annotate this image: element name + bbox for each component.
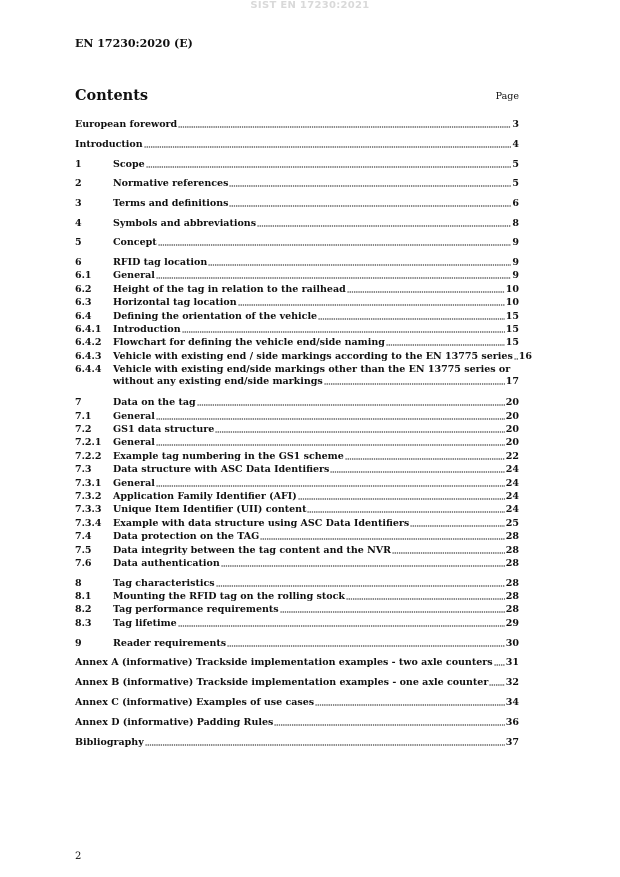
toc-entry-title: Tag lifetime: [113, 618, 177, 629]
toc-entry-number: 7: [75, 397, 82, 408]
toc-entry-title: Example tag numbering in the GS1 scheme: [113, 451, 344, 462]
toc-entry-page: 16: [518, 351, 533, 362]
toc-entry-title: Concept: [113, 237, 157, 248]
toc-entry-page: 5: [512, 178, 519, 189]
toc-entry-page: 34: [505, 697, 519, 708]
dot-leader: [330, 471, 504, 473]
dot-leader: [386, 344, 505, 346]
toc-entry-page: 15: [505, 324, 519, 335]
toc-entry-page: 20: [505, 424, 519, 435]
dot-leader: [274, 724, 504, 726]
dot-leader: [318, 318, 505, 320]
dot-leader: [324, 383, 505, 385]
toc-entry-page: 31: [505, 657, 519, 668]
dot-leader: [238, 304, 505, 306]
toc-entry-number: 7.2.2: [75, 451, 102, 462]
toc-entry-page: 9: [512, 270, 519, 281]
dot-leader: [410, 525, 505, 527]
toc-entry-page: 24: [505, 491, 519, 502]
toc-entry-number: 7.3.4: [75, 518, 102, 529]
toc-entry-page: 3: [512, 119, 519, 130]
toc-entry-page: 24: [505, 478, 519, 489]
toc-entry-title: General: [113, 411, 155, 422]
dot-leader: [146, 166, 512, 168]
toc-entry-number: 5: [75, 237, 82, 248]
toc-entry[interactable]: [75, 558, 519, 570]
dot-leader: [345, 458, 505, 460]
toc-entry[interactable]: [75, 198, 519, 210]
dot-leader: [346, 598, 505, 600]
toc-entry[interactable]: [75, 257, 519, 269]
dot-leader: [216, 585, 505, 587]
toc-entry-page: 6: [512, 198, 519, 209]
toc-entry-page: 15: [505, 311, 519, 322]
toc-entry-page: 22: [505, 451, 519, 462]
toc-entry-page: 36: [505, 717, 519, 728]
toc-entry[interactable]: [75, 270, 519, 282]
toc-entry-title: Vehicle with existing end/side markings other than the EN 13775 series or: [113, 364, 511, 375]
toc-entry-number: 4: [75, 218, 82, 229]
page-number: 2: [75, 851, 82, 862]
toc-entry[interactable]: [75, 218, 519, 230]
toc-entry-page: 28: [505, 578, 519, 589]
dot-leader: [257, 225, 511, 227]
toc-entry-number: 7.3.2: [75, 491, 102, 502]
dot-leader: [229, 185, 511, 187]
toc-entry-title: Example with data structure using ASC Data Identifiers: [113, 518, 410, 529]
toc-entry[interactable]: [75, 284, 519, 296]
toc-entry[interactable]: [75, 237, 519, 249]
toc-entry[interactable]: [75, 451, 519, 463]
toc-entry-number: 8.2: [75, 604, 92, 615]
toc-entry-page: 28: [505, 545, 519, 556]
dot-leader: [307, 511, 504, 513]
toc-entry-number: 7.6: [75, 558, 92, 569]
toc-entry-page: 15: [505, 337, 519, 348]
toc-entry[interactable]: [75, 604, 519, 616]
toc-entry-number: 6.4: [75, 311, 92, 322]
toc-entry-page: 28: [505, 591, 519, 602]
toc-entry[interactable]: [75, 478, 519, 490]
toc-entry-title: Horizontal tag location: [113, 297, 237, 308]
toc-entry-title: Data integrity between the tag content and the NVR: [113, 545, 392, 556]
toc-entry-page: 20: [505, 397, 519, 408]
toc-entry[interactable]: [75, 297, 519, 309]
page-column-header: Page: [495, 91, 519, 102]
toc-entry-title: Annex C (informative) Examples of use cases: [75, 697, 315, 708]
toc-entry-page: 8: [512, 218, 519, 229]
toc-entry[interactable]: [75, 618, 519, 630]
toc-entry-number: 3: [75, 198, 82, 209]
toc-entry-title: Introduction: [113, 324, 181, 335]
toc-entry-page: 28: [505, 531, 519, 542]
dot-leader: [221, 565, 505, 567]
toc-entry-page: 10: [505, 297, 519, 308]
dot-leader: [392, 552, 505, 554]
toc-entry-number: 7.4: [75, 531, 92, 542]
toc-entry-page: 20: [505, 411, 519, 422]
dot-leader: [208, 264, 511, 266]
toc-entry-title: Height of the tag in relation to the railhead: [113, 284, 346, 295]
toc-entry-title: Data structure with ASC Data Identifiers: [113, 464, 330, 475]
toc-entry-number: 2: [75, 178, 82, 189]
toc-entry[interactable]: [75, 545, 519, 557]
toc-entry-page: 28: [505, 604, 519, 615]
dot-leader: [347, 291, 505, 293]
toc-entry-number: 7.2.1: [75, 437, 102, 448]
toc-entry-title: General: [113, 478, 155, 489]
toc-entry-title: Scope: [113, 159, 145, 170]
toc-entry[interactable]: [75, 159, 519, 171]
document-id: EN 17230:2020 (E): [75, 37, 193, 50]
toc-entry-page: 25: [505, 518, 519, 529]
dot-leader: [197, 404, 505, 406]
toc-entry[interactable]: [75, 737, 519, 749]
toc-entry[interactable]: [75, 677, 519, 689]
dot-leader: [145, 744, 505, 746]
toc-entry-title: General: [113, 270, 155, 281]
toc-entry[interactable]: [75, 364, 519, 388]
dot-leader: [494, 664, 505, 666]
dot-leader: [260, 538, 505, 540]
toc-entry-title: RFID tag location: [113, 257, 208, 268]
toc-entry[interactable]: [75, 518, 519, 530]
toc-entry-title: Vehicle with existing end / side markings according to the EN 13775 series: [113, 351, 513, 362]
toc-entry[interactable]: [75, 531, 519, 543]
dot-leader: [156, 444, 505, 446]
toc-entry[interactable]: [75, 324, 519, 336]
dot-leader: [298, 498, 505, 500]
toc-entry-number: 6.1: [75, 270, 92, 281]
toc-entry-title: Annex B (informative) Trackside implementation examples - one axle counter: [75, 677, 489, 688]
toc-entry-page: 9: [512, 237, 519, 248]
toc-entry-number: 6.4.2: [75, 337, 102, 348]
toc-entry-page: 4: [512, 139, 519, 150]
toc-entry-title: Introduction: [75, 139, 143, 150]
dot-leader: [156, 277, 511, 279]
toc-entry-number: 7.2: [75, 424, 92, 435]
toc-entry-title: Terms and definitions: [113, 198, 229, 209]
dot-leader: [227, 645, 505, 647]
toc-entry-title: Tag characteristics: [113, 578, 215, 589]
toc-entry-page: 37: [505, 737, 519, 748]
toc-entry-number: 6.4.1: [75, 324, 102, 335]
toc-entry-number: 7.3: [75, 464, 92, 475]
dot-leader: [178, 126, 511, 128]
dot-leader: [144, 146, 512, 148]
dot-leader: [182, 331, 505, 333]
toc-entry-title: Annex A (informative) Trackside implementation examples - two axle counters: [75, 657, 493, 668]
toc-entry-number: 8.1: [75, 591, 92, 602]
toc-entry[interactable]: [75, 351, 533, 363]
dot-leader: [158, 244, 512, 246]
toc-entry-title: Symbols and abbreviations: [113, 218, 257, 229]
toc-entry-title: Normative references: [113, 178, 229, 189]
toc-entry-number: 9: [75, 638, 82, 649]
toc-entry-page: 29: [505, 618, 519, 629]
toc-entry[interactable]: [75, 504, 519, 516]
toc-entry-title: Data on the tag: [113, 397, 196, 408]
toc-entry-page: 24: [505, 504, 519, 515]
toc-entry-title: Unique Item Identifier (UII) content: [113, 504, 307, 515]
toc-entry[interactable]: [75, 337, 519, 349]
toc-entry[interactable]: [75, 178, 519, 190]
toc-entry[interactable]: [75, 717, 519, 729]
dot-leader: [178, 625, 505, 627]
toc-entry[interactable]: [75, 424, 519, 436]
toc-entry-page: 28: [505, 558, 519, 569]
toc-entry-page: 24: [505, 464, 519, 475]
toc-entry-title: Bibliography: [75, 737, 144, 748]
toc-entry-number: 6: [75, 257, 82, 268]
toc-entry[interactable]: [75, 411, 519, 423]
toc-entry[interactable]: [75, 578, 519, 590]
toc-entry[interactable]: [75, 139, 519, 151]
toc-entry-number: 6.4.4: [75, 364, 102, 375]
toc-entry-title: Tag performance requirements: [113, 604, 279, 615]
toc-entry-title: GS1 data structure: [113, 424, 215, 435]
dot-leader: [229, 205, 511, 207]
toc-entry-title: Application Family Identifier (AFI): [113, 491, 297, 502]
toc-entry-title: Flowchart for defining the vehicle end/side naming: [113, 337, 385, 348]
toc-entry-title-continued: without any existing end/side markings: [113, 376, 323, 387]
dot-leader: [514, 358, 518, 360]
watermark: SIST EN 17230:2021: [250, 0, 370, 11]
toc-entry[interactable]: [75, 657, 519, 669]
toc-entry[interactable]: [75, 591, 519, 603]
toc-entry[interactable]: [75, 464, 519, 476]
dot-leader: [489, 684, 504, 686]
toc-entry-title: European foreword: [75, 119, 178, 130]
toc-entry-number: 6.3: [75, 297, 92, 308]
toc-entry-number: 8.3: [75, 618, 92, 629]
toc-entry-page: 9: [512, 257, 519, 268]
toc-entry-title: Defining the orientation of the vehicle: [113, 311, 318, 322]
toc-entry-page: 32: [505, 677, 519, 688]
toc-entry-page: 5: [512, 159, 519, 170]
toc-entry[interactable]: [75, 638, 519, 650]
dot-leader: [215, 431, 504, 433]
dot-leader: [156, 418, 505, 420]
toc-entry-number: 6.4.3: [75, 351, 102, 362]
toc-entry-title: Mounting the RFID tag on the rolling stock: [113, 591, 345, 602]
toc-entry-number: 7.5: [75, 545, 92, 556]
toc-entry[interactable]: [75, 397, 519, 409]
dot-leader: [280, 611, 505, 613]
toc-entry-page: 17: [505, 376, 519, 387]
dot-leader: [156, 485, 505, 487]
toc-entry-number: 7.3.1: [75, 478, 102, 489]
toc-entry-page: 30: [505, 638, 519, 649]
dot-leader: [315, 704, 505, 706]
toc-entry[interactable]: [75, 437, 519, 449]
toc-entry-page: 10: [505, 284, 519, 295]
toc-entry-title: Annex D (informative) Padding Rules: [75, 717, 274, 728]
toc-entry[interactable]: [75, 311, 519, 323]
toc-entry-title: Reader requirements: [113, 638, 227, 649]
toc-entry-page: 20: [505, 437, 519, 448]
toc-entry[interactable]: [75, 119, 519, 131]
toc-entry-title: General: [113, 437, 155, 448]
toc-entry-title: Data protection on the TAG: [113, 531, 260, 542]
page-title: Contents: [75, 87, 149, 104]
toc-entry-number: 1: [75, 159, 82, 170]
toc-entry-number: 7.1: [75, 411, 92, 422]
toc-entry-number: 8: [75, 578, 82, 589]
toc-entry-number: 6.2: [75, 284, 92, 295]
toc-entry-number: 7.3.3: [75, 504, 102, 515]
toc-entry[interactable]: [75, 697, 519, 709]
toc-entry-title: Data authentication: [113, 558, 220, 569]
toc-entry[interactable]: [75, 491, 519, 503]
